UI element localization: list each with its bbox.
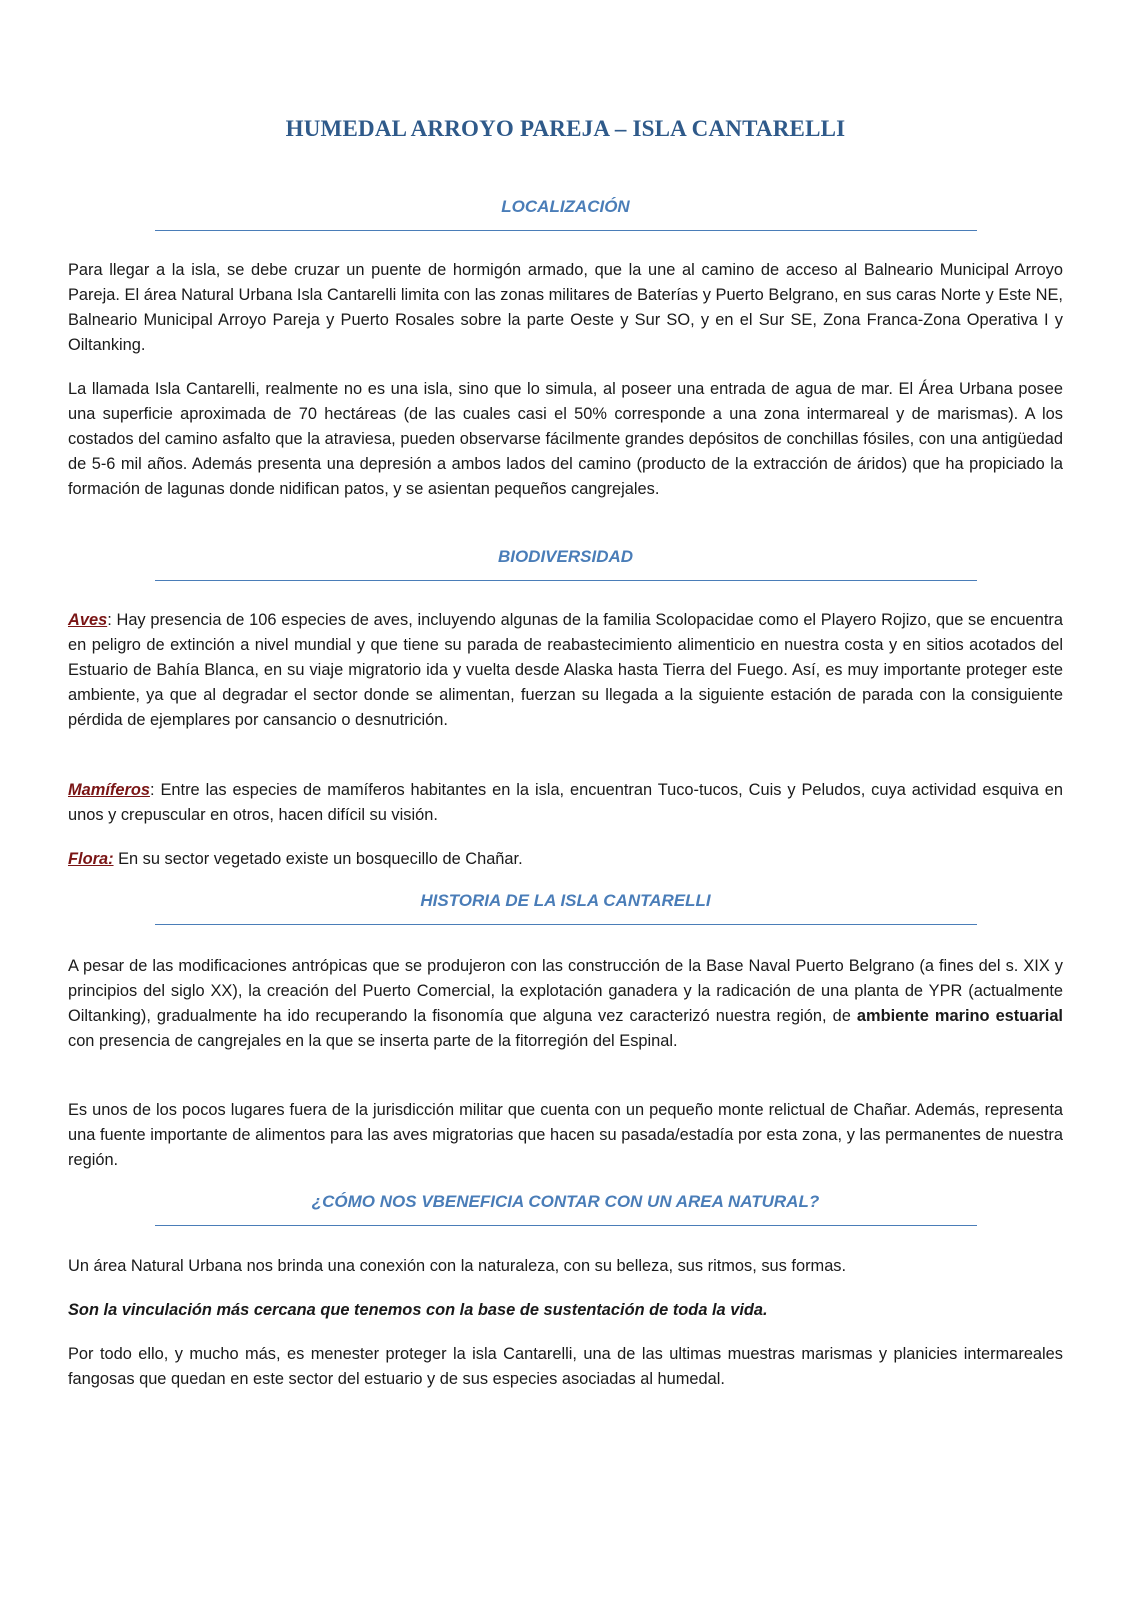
heading-rule [155,924,977,925]
heading-rule [155,580,977,581]
paragraph-localizacion-2: La llamada Isla Cantarelli, realmente no es una isla, sino que lo simula, al poseer una entrada de agua de mar. El Área Urbana posee una superficie aproximada de 70 hectáreas (de las cuales casi el 50% corresponde a una zona intermareal y de marismas). A los costados del camino asfalto que la atraviesa, pueden observarse fácilmente grandes depósitos de conchillas fósiles, con una antigüedad de 5-6 mil años. Además presenta una depresión a ambos lados del camino (producto de la extracción de áridos) que ha propiciado la formación de lagunas donde nidifican patos, y se asientan pequeños cangrejales. [68,380,1063,498]
heading-rule [155,1225,977,1226]
text-flora: En su sector vegetado existe un bosquecillo de Chañar. [113,850,523,868]
text-aves: : Hay presencia de 106 especies de aves, incluyendo algunas de la familia Scolopacidae como el Playero Rojizo, que se encuentra en peligro de extinción a nivel mundial y que tiene su parada de reabastecimiento alimenticio en nuestra costa y en sitios acotados del Estuario de Bahía Blanca, en su viaje migratorio ida y vuelta desde Alaska hasta Tierra del Fuego. Así, es muy importante proteger este ambiente, ya que al degradar el sector donde se alimentan, fuerzan su llegada a la siguiente estación de parada con la consiguiente pérdida de ejemplares por cansancio o desnutrición. [68,611,1063,729]
paragraph-beneficio-1: Un área Natural Urbana nos brinda una conexión con la naturaleza, con su belleza, sus ritmos, sus formas. [68,1257,847,1275]
heading-localizacion: LOCALIZACIÓN [501,197,630,216]
text-historia-1b: con presencia de cangrejales en la que se inserta parte de la fitorregión del Espinal. [68,1032,678,1050]
label-flora: Flora: [68,850,114,868]
paragraph-historia-1 [68,954,1063,1054]
paragraph-beneficio-3: Por todo ello, y mucho más, es menester proteger la isla Cantarelli, una de las ultimas muestras marismas y planicies intermareales fangosas que quedan en este sector del estuario y de sus especies asociadas al humedal. [68,1345,1063,1388]
heading-beneficio: ¿CÓMO NOS VBENEFICIA CONTAR CON UN AREA NATURAL? [311,1192,820,1211]
label-mamiferos: Mamíferos [68,781,150,799]
text-historia-1a: A pesar de las modificaciones antrópicas que se produjeron con las construcción de la Base Naval Puerto Belgrano (a fines del s. XIX y principios del siglo XX), la creación del Puerto Comercial, la explotación ganadera y la radicación de una planta de YPR (actualmente Oiltanking), gradualmente ha ido recuperando la fisonomía que alguna vez caracterizó nuestra región, de [68,957,1063,1025]
heading-rule [155,230,977,231]
paragraph-beneficio-2: Son la vinculación más cercana que tenemos con la base de sustentación de toda la vida. [68,1301,768,1319]
label-aves: Aves [68,611,108,629]
paragraph-flora [68,847,1063,872]
document-title: HUMEDAL ARROYO PAREJA – ISLA CANTARELLI [285,116,846,141]
heading-biodiversidad: BIODIVERSIDAD [497,547,634,566]
paragraph-historia-2: Es unos de los pocos lugares fuera de la jurisdicción militar que cuenta con un pequeño monte relictual de Chañar. Además, representa una fuente importante de alimentos para las aves migratorias que hacen su pasada/estadía por esta zona, y las permanentes de nuestra región. [68,1101,1063,1169]
paragraph-localizacion-1: Para llegar a la isla, se debe cruzar un puente de hormigón armado, que la une al camino de acceso al Balneario Municipal Arroyo Pareja. El área Natural Urbana Isla Cantarelli limita con las zonas militares de Baterías y Puerto Belgrano, en sus caras Norte y Este NE, Balneario Municipal Arroyo Pareja y Puerto Rosales sobre la parte Oeste y Sur SO, y en el Sur SE, Zona Franca-Zona Operativa I y Oiltanking. [68,261,1063,354]
paragraph-mamiferos [68,778,1063,828]
heading-historia: HISTORIA DE LA ISLA CANTARELLI [420,891,711,910]
text-historia-bold: ambiente marino estuarial [856,1007,1063,1025]
paragraph-aves [68,608,1063,733]
text-mamiferos: : Entre las especies de mamíferos habitantes en la isla, encuentran Tuco-tucos, Cuis y Peludos, cuya actividad esquiva en unos y crepuscular en otros, hacen difícil su visión. [68,781,1063,824]
